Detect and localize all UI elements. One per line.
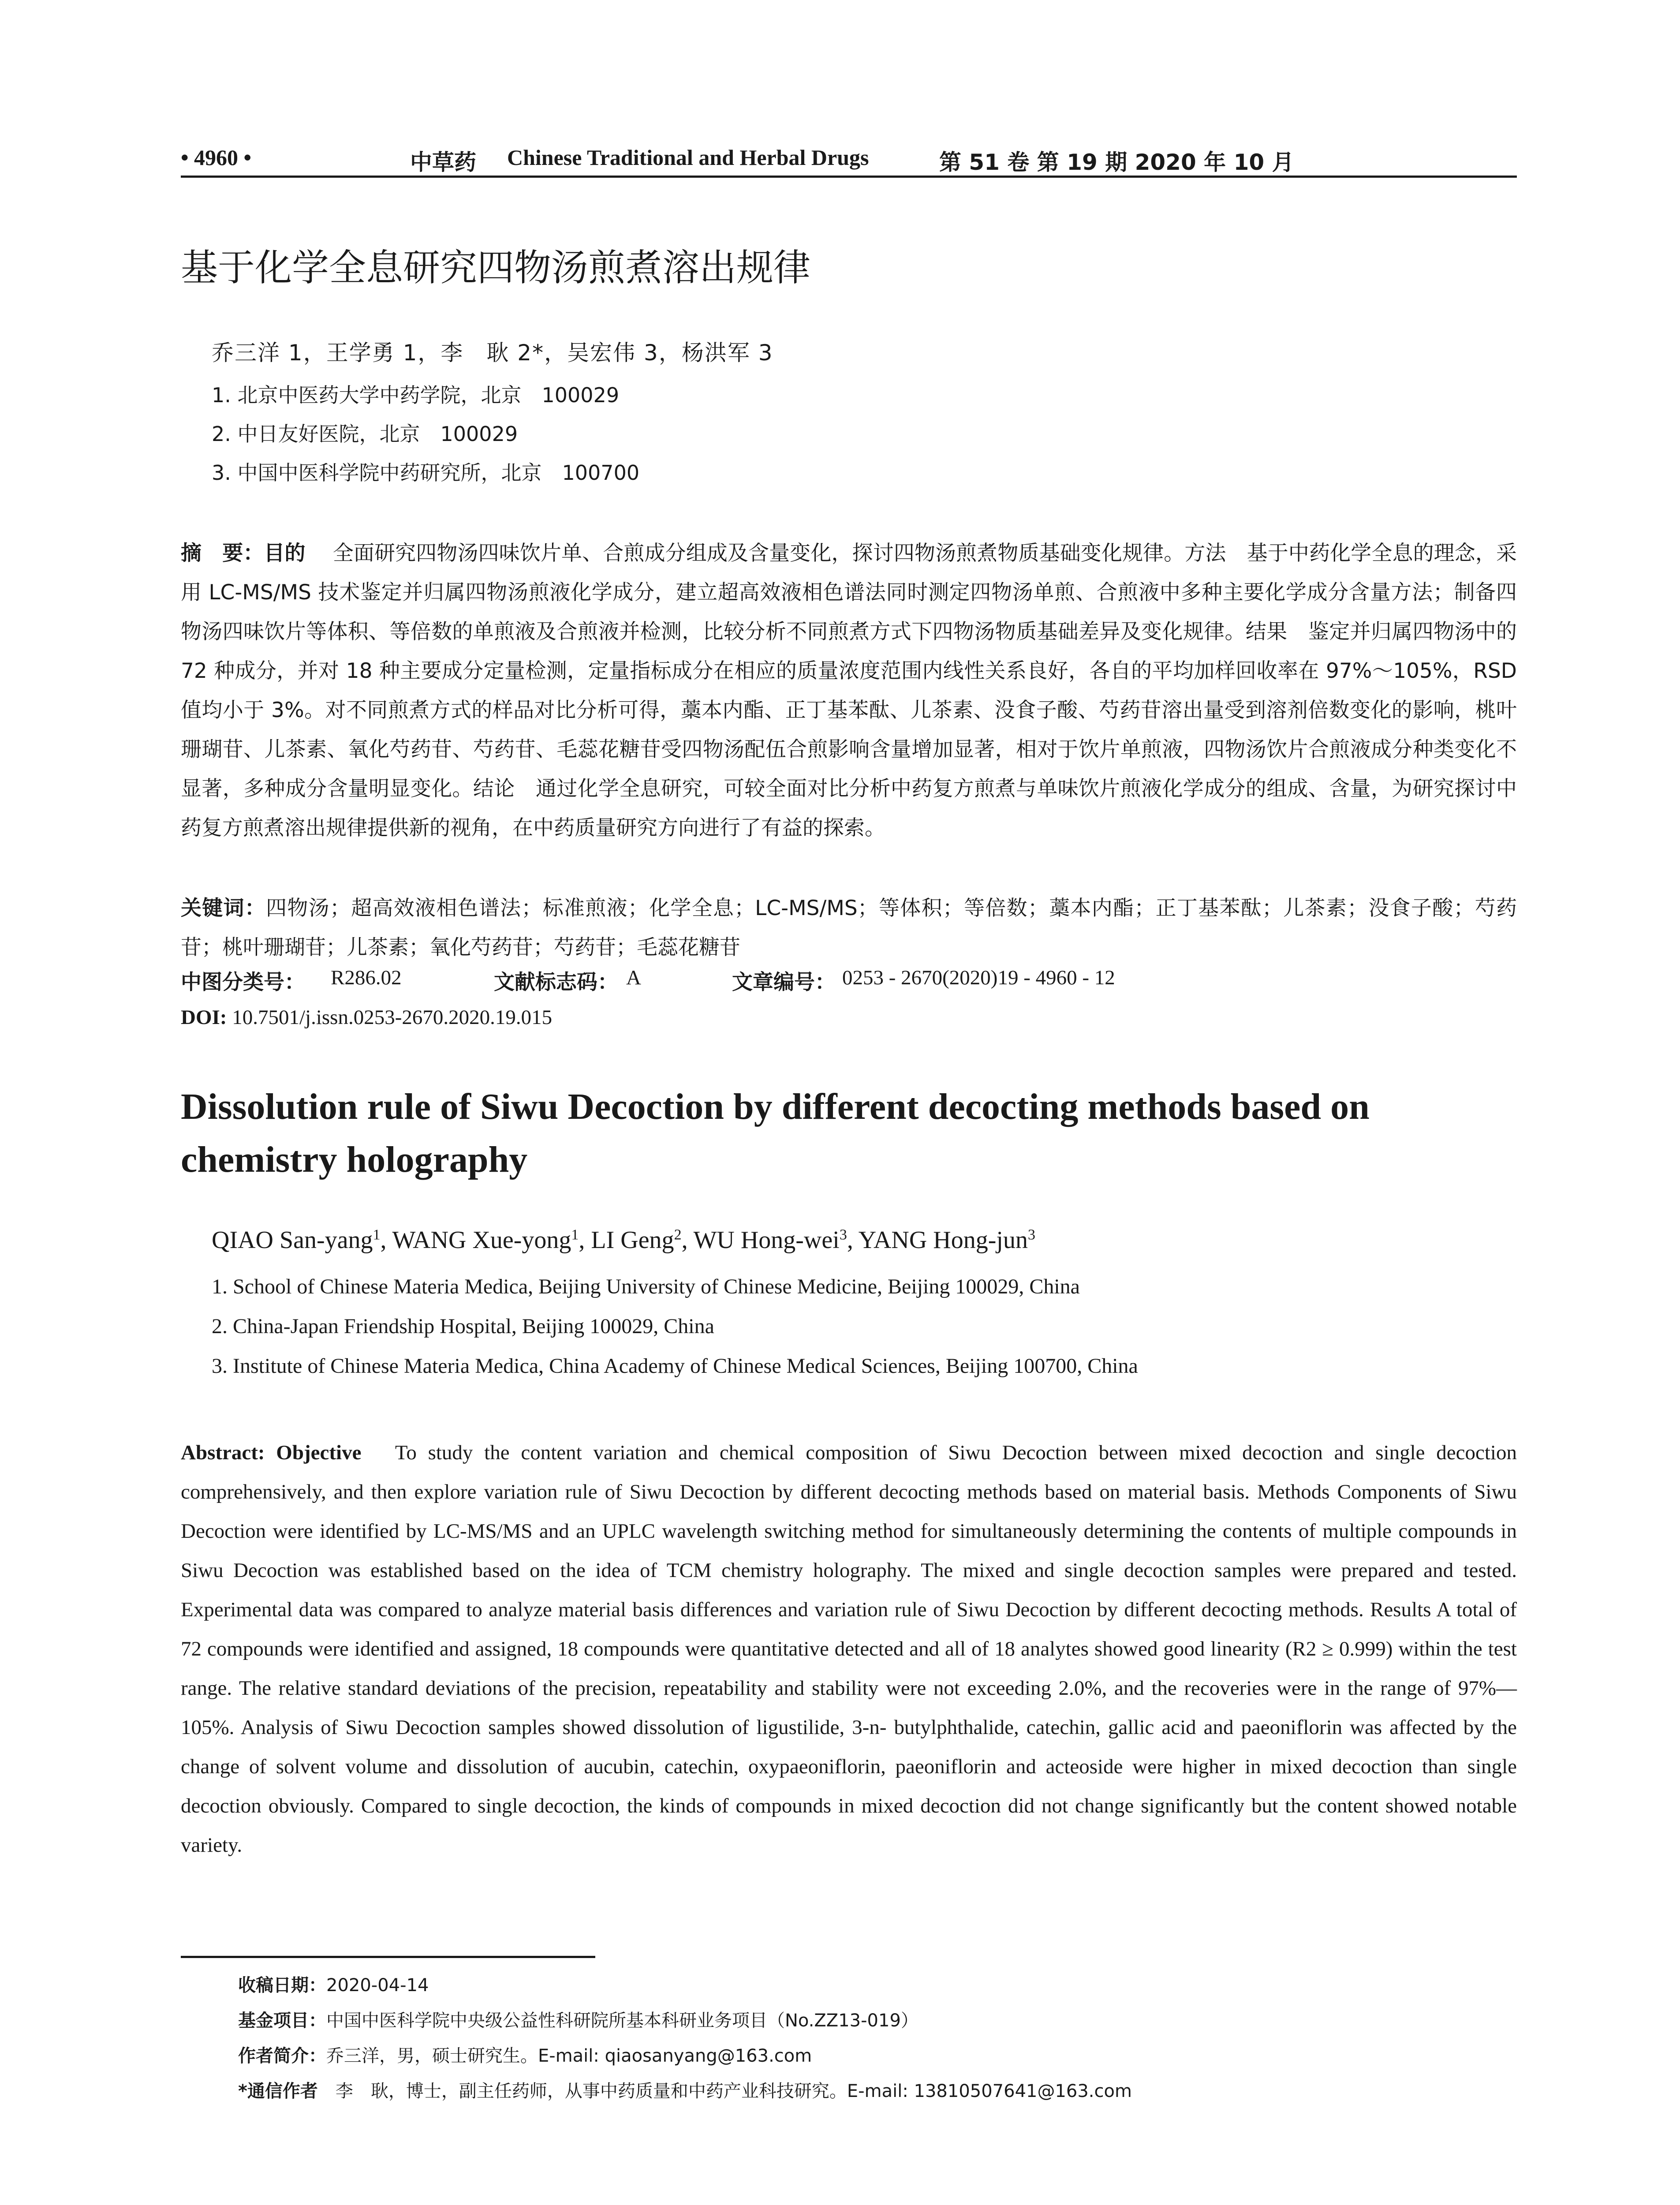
abstract-en xyxy=(181,1433,1517,1865)
footnote-label: 作者简介： xyxy=(238,2046,326,2066)
footnote-received xyxy=(238,1971,429,1996)
title-cn: 基于化学全息研究四物汤煎煮溶出规律 xyxy=(181,246,811,289)
journal-name-en: Chinese Traditional and Herbal Drugs xyxy=(507,145,869,170)
author-aff: 3 xyxy=(1027,1226,1035,1243)
journal-name-cn: 中草药 xyxy=(410,149,476,175)
author-name: YANG Hong-jun xyxy=(858,1226,1028,1254)
abstract-cn xyxy=(181,534,1517,848)
abstract-en-lead: Abstract: Objective xyxy=(181,1441,362,1464)
keywords-cn-lead: 关键词： xyxy=(181,896,266,920)
footnote-text: 2020-04-14 xyxy=(326,1975,429,1996)
page-number: • 4960 • xyxy=(181,145,252,170)
classification-row xyxy=(181,966,1517,997)
running-header xyxy=(181,140,1517,180)
doc-code-label: 文献标志码： xyxy=(494,970,618,994)
author-aff: 2 xyxy=(674,1226,682,1243)
affiliation-cn-2: 2. 中日友好医院，北京 100029 xyxy=(212,422,518,446)
header-rule xyxy=(181,176,1517,178)
author-aff: 3 xyxy=(839,1226,847,1243)
keywords-cn-text: 四物汤；超高效液相色谱法；标准煎液；化学全息；LC-MS/MS；等体积；等倍数；藁本内酯；正丁基苯酞；儿茶素；没食子酸；芍药苷；桃叶珊瑚苷；儿茶素；氧化芍药苷；芍药苷；毛蕊花糖苷 xyxy=(181,896,1517,960)
footnote-label: *通信作者 xyxy=(238,2081,318,2101)
title-en: Dissolution rule of Siwu Decoction by different decocting methods based on chemistry holography xyxy=(181,1086,1370,1180)
footnote-author-bio xyxy=(238,2042,812,2067)
footnote-text: 乔三洋，男，硕士研究生。E-mail: qiaosanyang@163.com xyxy=(326,2046,812,2066)
author-name: QIAO San-yang xyxy=(212,1226,373,1254)
footnote-label: 收稿日期： xyxy=(238,1975,326,1996)
doi-line xyxy=(181,1005,552,1029)
footnote-text: 中国中医科学院中央级公益性科研院所基本科研业务项目（No.ZZ13-019） xyxy=(326,2011,918,2031)
affiliation-en-3: 3. Institute of Chinese Materia Medica, China Academy of Chinese Medical Sciences, Beijing 100700, China xyxy=(212,1354,1138,1378)
author-aff: 1 xyxy=(571,1226,579,1243)
abstract-cn-text: 全面研究四物汤四味饮片单、合煎成分组成及含量变化，探讨四物汤煎煮物质基础变化规律。方法 基于中药化学全息的理念，采用 LC-MS/MS 技术鉴定并归属四物汤煎液化学成分，建立超高效液相色谱法同时测定四物汤单煎、合煎液中多种主要化学成分含量方法；制备四物汤四味饮片等体积、等倍数的单煎液及合煎液并检测，比较分析不同煎煮方式下四物汤物质基础差异及变化规律。结果 鉴定并归属四物汤中的 72 种成分，并对 18 种主要成分定量检测，定量指标成分在相应的质量浓度范围内线性关系良好，各自的平均加样回收率在 97%～105%，RSD 值均小于 3%。对不同煎煮方式的样品对比分析可得，藁本内酯、正丁基苯酞、儿茶素、没食子酸、芍药苷溶出量受到溶剂倍数变化的影响，桃叶珊瑚苷、儿茶素、氧化芍药苷、芍药苷、毛蕊花糖苷受四物汤配伍合煎影响含量增加显著，相对于饮片单煎液，四物汤饮片合煎液成分种类变化不显著，多种成分含量明显变化。结论 通过化学全息研究，可较全面对比分析中药复方煎煮与单味饮片煎液化学成分的组成、含量，为研究探讨中药复方煎煮溶出规律提供新的视角，在中药质量研究方向进行了有益的探索。 xyxy=(181,541,1517,840)
affiliation-cn-1: 1. 北京中医药大学中药学院，北京 100029 xyxy=(212,383,620,407)
authors-cn: 乔三洋 1，王学勇 1，李 耿 2*，吴宏伟 3，杨洪军 3 xyxy=(212,340,773,366)
footnote-label: 基金项目： xyxy=(238,2011,326,2031)
affiliation-cn-3: 3. 中国中医科学院中药研究所，北京 100700 xyxy=(212,461,640,485)
footnote-corresponding xyxy=(238,2077,1132,2102)
doi-value: 10.7501/j.issn.0253-2670.2020.19.015 xyxy=(232,1006,553,1029)
author-aff: 1 xyxy=(373,1226,381,1243)
abstract-en-text: To study the content variation and chemical composition of Siwu Decoction between mixed decoction and single decoction comprehensively, and then explore variation rule of Siwu Decoction by different decocting methods based on material basis. Methods Components of Siwu Decoction were identified by LC-MS/MS and an UPLC wavelength switching method for simultaneously determining the contents of multiple compounds in Siwu Decoction was established based on the idea of TCM chemistry holography. The mixed and single decoction samples were prepared and tested. Experimental data was compared to analyze material basis differences and variation rule of Siwu Decoction by different decocting methods. Results A total of 72 compounds were identified and assigned, 18 compounds were quantitative detected and all of 18 analytes showed good linearity (R2 ≥ 0.999) within the test range. The relative standard deviations of the precision, repeatability and stability were not exceeding 2.0%, and the recoveries were in the range of 97%—105%. Analysis of Siwu Decoction samples showed dissolution of ligustilide, 3-n- butylphthalide, catechin, gallic acid and paeoniflorin was affected by the change of solvent volume and dissolution of aucubin, catechin, oxypaeoniflorin, paeoniflorin and acteoside were higher in mixed decoction than single decoction obviously. Compared to single decoction, the kinds of compounds in mixed decoction did not change significantly but the content showed notable variety. xyxy=(181,1441,1517,1857)
author-name: WANG Xue-yong xyxy=(392,1226,571,1254)
author-name: WU Hong-wei xyxy=(693,1226,840,1254)
keywords-cn xyxy=(181,889,1517,967)
doi-label: DOI: xyxy=(181,1006,227,1029)
authors-en: QIAO San-yang$^1$, WANG Xue-yong$^1$, LI Geng$^2$, WU Hong-wei$^3$, YANG Hong-jun$^3$ xyxy=(212,1226,1035,1254)
affiliation-en-2: 2. China-Japan Friendship Hospital, Beijing 100029, China xyxy=(212,1315,714,1338)
footnote-rule xyxy=(181,1956,595,1958)
clc-label: 中图分类号： xyxy=(181,970,305,994)
footnote-text: 李 耿，博士，副主任药师，从事中药质量和中药产业科技研究。E-mail: 13810507641@163.com xyxy=(317,2081,1132,2101)
article-no-value: 0253 - 2670(2020)19 - 4960 - 12 xyxy=(842,966,1115,989)
affiliation-en-1: 1. School of Chinese Materia Medica, Beijing University of Chinese Medicine, Beijing 100029, China xyxy=(212,1275,1080,1298)
article-no-label: 文章编号： xyxy=(732,970,836,994)
doc-code-value: A xyxy=(626,966,641,989)
clc-value: R286.02 xyxy=(331,966,402,989)
footnote-funding xyxy=(238,2007,918,2032)
author-name: LI Geng xyxy=(591,1226,674,1254)
abstract-cn-lead: 摘 要：目的 xyxy=(181,541,306,565)
issue-info: 第 51 卷 第 19 期 2020 年 10 月 xyxy=(939,149,1294,175)
